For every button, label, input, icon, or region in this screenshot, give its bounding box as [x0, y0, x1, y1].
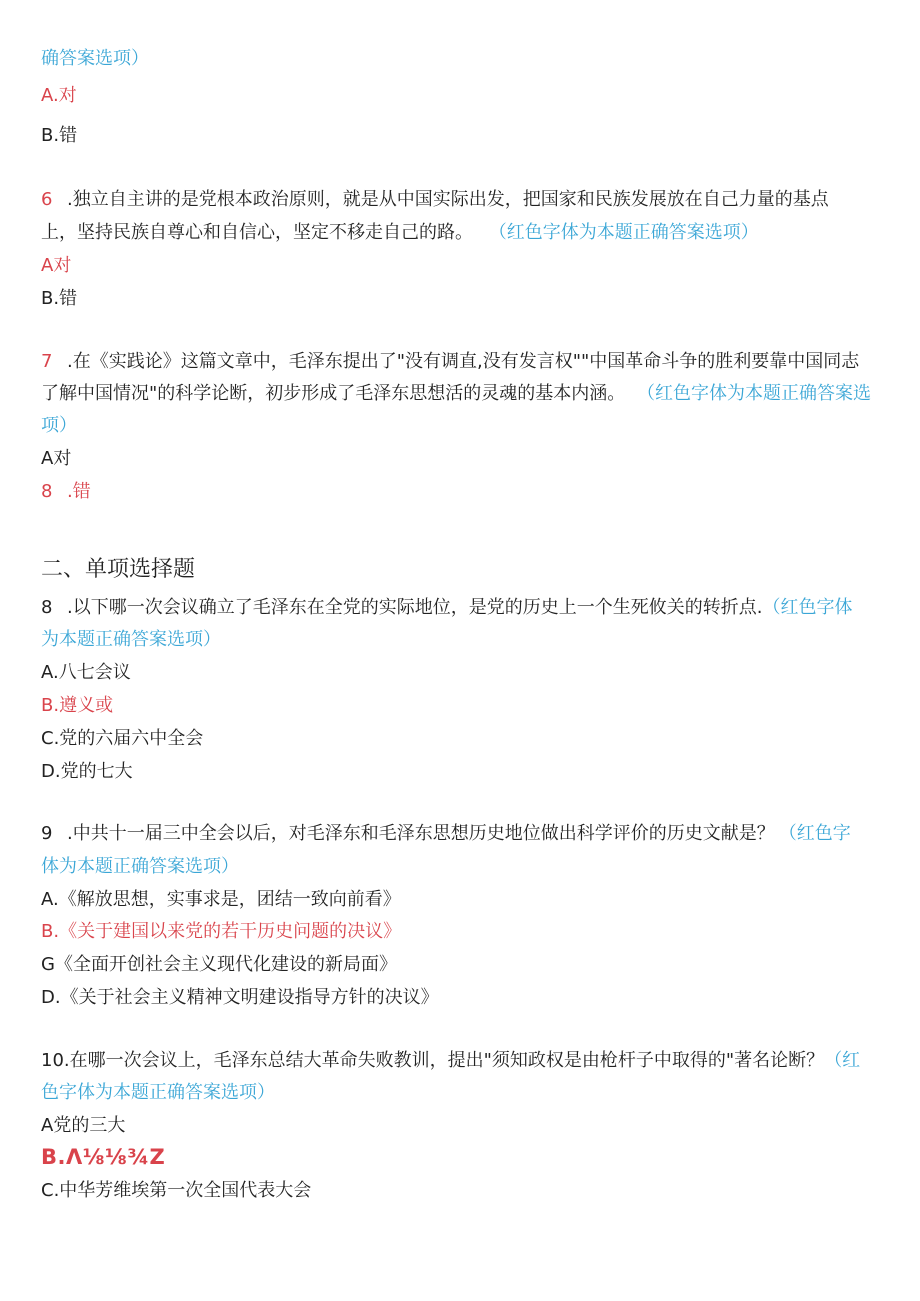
q5-hint-tail: 确答案选项）: [41, 48, 149, 69]
q7-option-b-correct: [41, 480, 91, 504]
q8-option-c: C.党的六届六中全会: [41, 728, 204, 749]
q7-hint: （红色字体为本题正确答案选: [637, 383, 872, 404]
q6-text-2: 上，坚持民族自尊心和自信心，坚定不移走自己的路。: [41, 222, 473, 243]
q7-option-b-text: .错: [67, 481, 91, 502]
q5-option-b: B.错: [41, 125, 78, 146]
q8-option-b-correct: B.遵义或: [41, 695, 114, 716]
q9-option-b-correct: B.《关于建国以来党的若干历史问题的决议》: [41, 921, 402, 942]
q10-option-a: A党的三大: [41, 1115, 126, 1136]
q9-hint-tail: 体为本题正确答案选项）: [41, 856, 239, 877]
q8-hint-tail: 为本题正确答案选项）: [41, 629, 221, 650]
q7-stem-line-1: [41, 350, 859, 374]
q7-stem-line-2: [41, 382, 871, 406]
q8-number: 8: [41, 597, 53, 618]
q7-text-1: .在《实践论》这篇文章中，毛泽东提出了"没有调直,没有发言权""中国革命斗争的胜利要靠中国同志: [67, 351, 860, 372]
q6-option-a-correct: A对: [41, 255, 72, 276]
q6-option-b: B.错: [41, 288, 78, 309]
q10-stem-line-1: [41, 1049, 860, 1073]
q9-option-c: G《全面开创社会主义现代化建设的新局面》: [41, 954, 397, 975]
q10-hint: （红: [824, 1050, 861, 1071]
q10-option-c: C.中华芳维埃第一次全国代表大会: [41, 1180, 312, 1201]
q7-option-a: A对: [41, 448, 72, 469]
q9-hint: （红色字: [778, 823, 851, 844]
q9-stem-line-1: [41, 822, 851, 846]
section-title-single-choice: 二、单项选择题: [41, 557, 196, 582]
q6-text-1: .独立自主讲的是党根本政治原则，就是从中国实际出发，把国家和民族发展放在自己力量的基点: [67, 189, 829, 210]
q5-option-a-correct: A.对: [41, 85, 77, 106]
q6-hint: （红色字体为本题正确答案选项）: [488, 222, 759, 243]
q10-text-1: 10.在哪一次会议上，毛泽东总结大革命失败教训，提出"须知政权是由枪杆子中取得的"著名论断？: [41, 1050, 825, 1071]
q6-stem-line-2: [41, 221, 759, 245]
q6-stem-line-1: [41, 188, 829, 212]
q7-hint-tail: 项）: [41, 415, 77, 436]
q7-text-2: 了解中国情况"的科学论断，初步形成了毛泽东思想活的灵魂的基本内涵。: [41, 383, 626, 404]
q9-text-1: .中共十一届三中全会以后，对毛泽东和毛泽东思想历史地位做出科学评价的历史文献是？: [67, 823, 775, 844]
q8-hint: （红色字体: [762, 597, 853, 618]
q9-option-a: A.《解放思想，实事求是，团结一致向前看》: [41, 889, 401, 910]
q10-option-b-correct: B.Λ⅛⅛¾Z: [41, 1145, 166, 1169]
q6-number: 6: [41, 189, 53, 210]
q7-option-b-number: 8: [41, 481, 53, 502]
q8-text-1: .以下哪一次会议确立了毛泽东在全党的实际地位，是党的历史上一个生死攸关的转折点.: [67, 597, 763, 618]
q8-option-d: D.党的七大: [41, 761, 133, 782]
q8-stem-line-1: [41, 596, 852, 620]
q8-option-a: A.八七会议: [41, 662, 131, 683]
q9-option-d: D.《关于社会主义精神文明建设指导方针的决议》: [41, 987, 439, 1008]
q9-number: 9: [41, 823, 53, 844]
q10-hint-tail: 色字体为本题正确答案选项）: [41, 1082, 275, 1103]
q7-number: 7: [41, 351, 53, 372]
